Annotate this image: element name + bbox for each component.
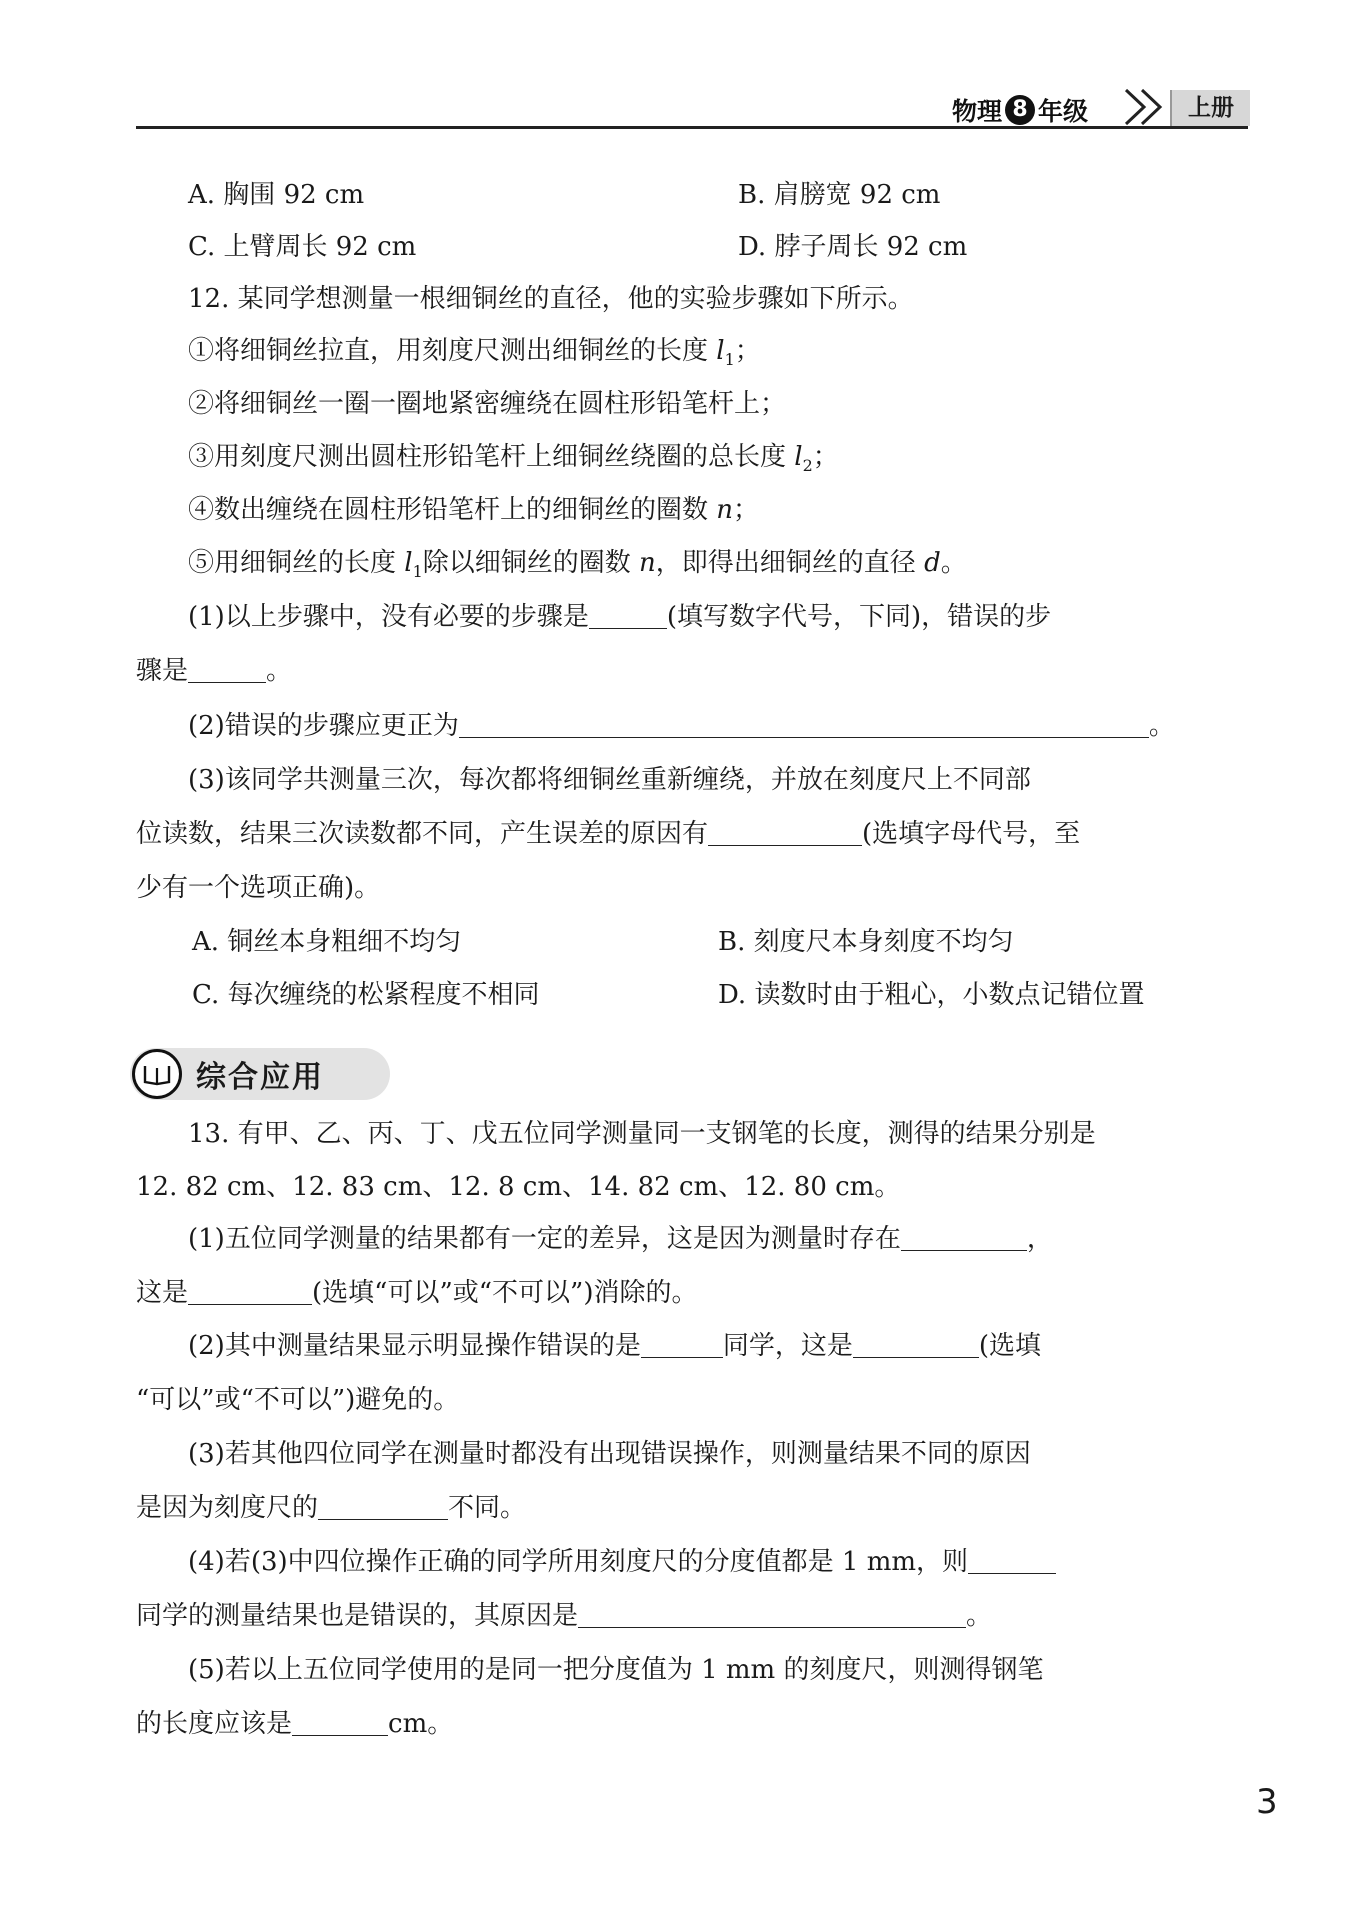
q13-p2-text-c: (选填 xyxy=(978,1331,1042,1361)
answer-blank[interactable] xyxy=(188,656,266,683)
q12-step-5-mid: 除以细铜丝的圈数 xyxy=(422,548,640,578)
q11-option-c: C. 上臂周长 92 cm xyxy=(188,232,417,262)
q13-p4-text-b: 同学的测量结果也是错误的，其原因是 xyxy=(136,1601,579,1631)
q11-option-a: A. 胸围 92 cm xyxy=(188,180,365,210)
q13-part-5: (5)若以上五位同学使用的是同一把分度值为 1 mm 的刻度尺，则测得钢笔 xyxy=(188,1655,1044,1685)
q12-part-3-cont2: 少有一个选项正确)。 xyxy=(136,873,381,903)
q13-p3-text-c: 不同。 xyxy=(448,1493,527,1523)
header-title xyxy=(952,92,1088,128)
punct: ； xyxy=(812,442,839,472)
q13-p1-text-d: (选填“可以”或“不可以”)消除的。 xyxy=(312,1278,698,1308)
q12-step-5-mid2: ，即得出细铜丝的直径 xyxy=(655,548,925,578)
q13-p3-text-b: 是因为刻度尺的 xyxy=(136,1493,319,1523)
var-d: d xyxy=(924,548,941,578)
answer-blank[interactable] xyxy=(318,1493,448,1520)
q13-stem-cont: 12. 82 cm、12. 83 cm、12. 8 cm、14. 82 cm、12. 80 cm。 xyxy=(136,1172,901,1202)
q13-part-4-cont xyxy=(136,1599,992,1633)
punct: 。 xyxy=(266,656,293,686)
q12-option-d: D. 读数时由于粗心，小数点记错位置 xyxy=(718,980,1145,1010)
punct: 。 xyxy=(966,1601,993,1631)
q12-part-1 xyxy=(188,600,1051,634)
q12-step-4 xyxy=(188,493,759,527)
answer-blank[interactable] xyxy=(641,1331,723,1358)
q12-p3-text-b: 位读数，结果三次读数都不同，产生误差的原因有 xyxy=(136,819,709,849)
q12-option-b: B. 刻度尺本身刻度不均匀 xyxy=(718,927,1014,957)
var-n: n xyxy=(716,495,734,525)
punct: ， xyxy=(1026,1224,1053,1254)
q12-step-5 xyxy=(188,546,967,589)
q13-part-2-cont: “可以”或“不可以”)避免的。 xyxy=(136,1385,460,1415)
answer-blank[interactable] xyxy=(853,1331,979,1358)
book-icon xyxy=(132,1049,182,1099)
q12-step-4-text: ④数出缠绕在圆柱形铅笔杆上的细铜丝的圈数 xyxy=(188,495,717,525)
q13-p1-text-a: (1)五位同学测量的结果都有一定的差异，这是因为测量时存在 xyxy=(188,1224,901,1254)
q11-option-b: B. 肩膀宽 92 cm xyxy=(738,180,941,210)
q12-option-c: C. 每次缠绕的松紧程度不相同 xyxy=(192,980,540,1010)
q12-step-1-text: ①将细铜丝拉直，用刻度尺测出细铜丝的长度 xyxy=(188,336,717,366)
var-l: l xyxy=(404,548,413,578)
var-sub: 2 xyxy=(802,456,813,476)
section-badge xyxy=(130,1048,390,1100)
answer-blank[interactable] xyxy=(968,1547,1056,1574)
q13-part-3-cont xyxy=(136,1491,526,1525)
q12-part-1-cont xyxy=(136,654,292,688)
q12-p1-text-a: (1)以上步骤中，没有必要的步骤是 xyxy=(188,602,589,632)
var-l: l xyxy=(794,442,803,472)
q13-stem: 13. 有甲、乙、丙、丁、戊五位同学测量同一支钢笔的长度，测得的结果分别是 xyxy=(188,1119,1096,1149)
answer-blank[interactable] xyxy=(188,1278,312,1305)
q12-option-a: A. 铜丝本身粗细不均匀 xyxy=(192,927,462,957)
q13-part-2 xyxy=(188,1329,1041,1363)
volume-tab: 上册 xyxy=(1170,90,1250,126)
page-number: 3 xyxy=(1256,1782,1278,1822)
var-sub: 1 xyxy=(724,350,735,370)
var-n: n xyxy=(639,548,656,578)
q12-part-3-cont xyxy=(136,817,1080,851)
q12-step-5-text: ⑤用细铜丝的长度 xyxy=(188,548,405,578)
answer-blank[interactable] xyxy=(578,1601,966,1628)
header-subject: 物理 xyxy=(952,97,1003,126)
answer-blank[interactable] xyxy=(292,1709,388,1736)
q13-part-4 xyxy=(188,1545,1056,1579)
q12-part-3: (3)该同学共测量三次，每次都将细铜丝重新缠绕，并放在刻度尺上不同部 xyxy=(188,765,1031,795)
q13-p1-text-c: 这是 xyxy=(136,1278,189,1308)
q12-part-2 xyxy=(188,709,1175,743)
punct: 。 xyxy=(1148,711,1175,741)
answer-blank[interactable] xyxy=(901,1224,1027,1251)
punct: ； xyxy=(733,495,760,525)
grade-badge: 8 xyxy=(1005,95,1035,125)
answer-blank[interactable] xyxy=(708,819,862,846)
q13-part-1 xyxy=(188,1222,1053,1256)
q13-part-1-cont xyxy=(136,1276,697,1310)
q12-stem: 12. 某同学想测量一根细铜丝的直径，他的实验步骤如下所示。 xyxy=(188,284,914,314)
q12-p2-text: (2)错误的步骤应更正为 xyxy=(188,711,459,741)
q13-p5-text-b: 的长度应该是 xyxy=(136,1709,293,1739)
q12-p1-text-c: 骤是 xyxy=(136,656,189,686)
q13-p4-text-a: (4)若(3)中四位操作正确的同学所用刻度尺的分度值都是 1 mm，则 xyxy=(188,1547,969,1577)
q13-part-5-cont xyxy=(136,1707,453,1741)
header-grade: 年级 xyxy=(1038,97,1089,126)
q12-step-2: ②将细铜丝一圈一圈地紧密缠绕在圆柱形铅笔杆上； xyxy=(188,389,787,419)
header-divider xyxy=(136,126,1248,129)
q12-step-3 xyxy=(188,440,839,483)
section-title: 综合应用 xyxy=(196,1060,324,1095)
q13-p5-text-c: cm。 xyxy=(388,1709,454,1739)
punct: ； xyxy=(734,336,761,366)
var-l: l xyxy=(716,336,725,366)
answer-blank[interactable] xyxy=(459,711,1149,738)
q13-part-3: (3)若其他四位同学在测量时都没有出现错误操作，则测量结果不同的原因 xyxy=(188,1439,1031,1469)
var-sub: 1 xyxy=(412,562,423,582)
q12-step-1 xyxy=(188,334,761,377)
q13-p2-text-b: 同学，这是 xyxy=(722,1331,853,1361)
answer-blank[interactable] xyxy=(589,602,667,629)
q13-p2-text-a: (2)其中测量结果显示明显操作错误的是 xyxy=(188,1331,641,1361)
q11-option-d: D. 脖子周长 92 cm xyxy=(738,232,968,262)
q12-p3-text-c: (选填字母代号，至 xyxy=(862,819,1081,849)
double-chevron-icon xyxy=(1122,84,1172,130)
punct: 。 xyxy=(940,548,967,578)
q12-step-3-text: ③用刻度尺测出圆柱形铅笔杆上细铜丝绕圈的总长度 xyxy=(188,442,795,472)
q12-p1-text-b: (填写数字代号，下同)，错误的步 xyxy=(666,602,1052,632)
